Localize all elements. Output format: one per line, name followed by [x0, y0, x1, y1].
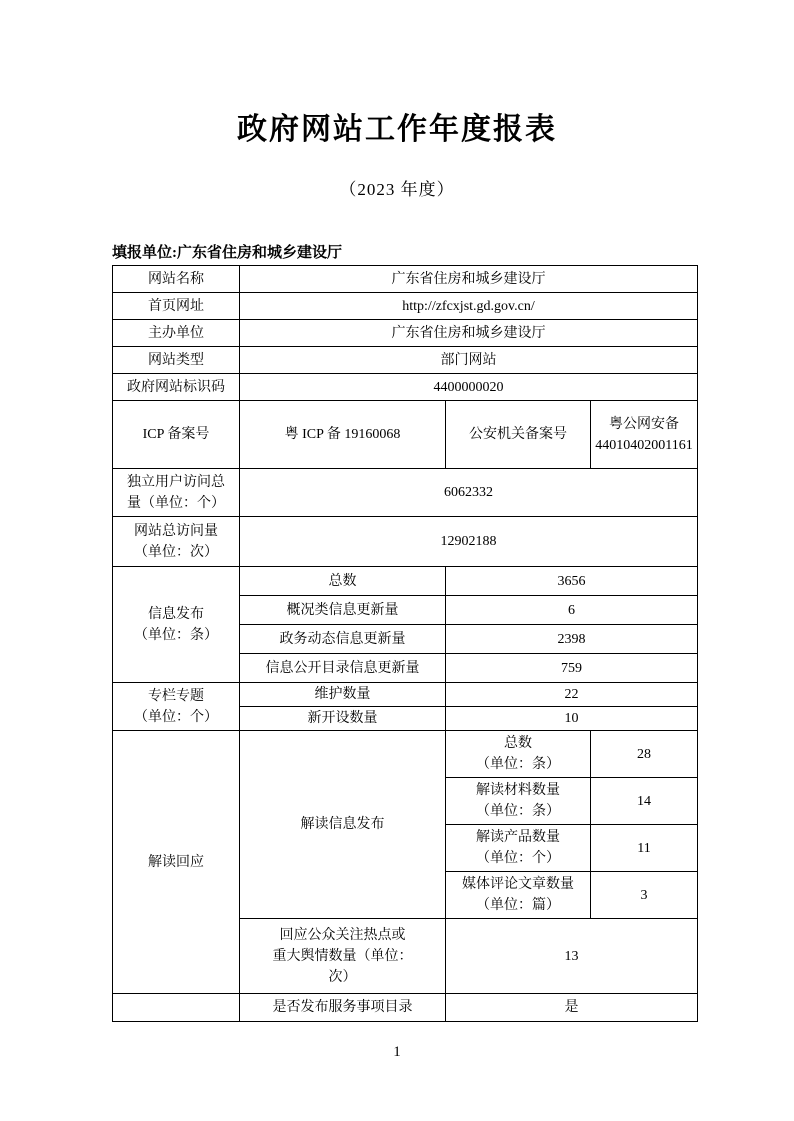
open-catalog-update-label: 信息公开目录信息更新量: [240, 654, 446, 683]
table-row: [113, 266, 698, 293]
new-count-value: 10: [446, 707, 698, 731]
maintained-count-value: 22: [446, 683, 698, 707]
interpretation-release-label: 解读信息发布: [240, 731, 446, 919]
hotspot-response-label: 回应公众关注热点或 重大舆情数量（单位： 次）: [240, 919, 446, 994]
organizer-label: 主办单位: [113, 320, 240, 347]
special-columns-group-label: 专栏专题 （单位：个）: [113, 683, 240, 731]
gov-news-update-value: 2398: [446, 625, 698, 654]
interpretation-materials-label: 解读材料数量 （单位：条）: [446, 778, 591, 825]
page-number: 1: [393, 1044, 401, 1060]
media-commentary-value: 3: [591, 872, 698, 919]
table-row: [113, 374, 698, 401]
table-row: [113, 731, 698, 778]
icp-value: 粤 ICP 备 19160068: [240, 401, 446, 469]
organizer-value: 广东省住房和城乡建设厅: [240, 320, 698, 347]
table-row: [113, 401, 698, 469]
service-catalog-value: 是: [446, 994, 698, 1022]
site-code-value: 4400000020: [240, 374, 698, 401]
interpretation-total-label: 总数 （单位：条）: [446, 731, 591, 778]
service-catalog-label: 是否发布服务事项目录: [240, 994, 446, 1022]
info-release-total-value: 3656: [446, 567, 698, 596]
info-release-group-label: 信息发布 （单位：条）: [113, 567, 240, 683]
site-code-label: 政府网站标识码: [113, 374, 240, 401]
empty-cell: [113, 994, 240, 1022]
annual-report-table: [112, 265, 698, 1022]
site-type-label: 网站类型: [113, 347, 240, 374]
page-title: 政府网站工作年度报表: [237, 113, 557, 146]
site-name-value: 广东省住房和城乡建设厅: [240, 266, 698, 293]
new-count-label: 新开设数量: [240, 707, 446, 731]
table-row: [113, 567, 698, 596]
report-period: （2023 年度）: [339, 180, 455, 199]
media-commentary-label: 媒体评论文章数量 （单位：篇）: [446, 872, 591, 919]
police-record-label: 公安机关备案号: [446, 401, 591, 469]
interpretation-group-label: 解读回应: [113, 731, 240, 994]
reporting-unit: 填报单位:广东省住房和城乡建设厅: [112, 245, 342, 261]
table-row: [113, 347, 698, 374]
table-row: [113, 469, 698, 517]
total-visits-value: 12902188: [240, 517, 698, 567]
table-row: [113, 293, 698, 320]
police-record-value: [591, 401, 698, 469]
unique-visitors-value: 6062332: [240, 469, 698, 517]
interpretation-products-label: 解读产品数量 （单位：个）: [446, 825, 591, 872]
site-type-value: 部门网站: [240, 347, 698, 374]
police-record-number: 44010402001161: [595, 437, 693, 453]
interpretation-products-value: 11: [591, 825, 698, 872]
table-row: [113, 683, 698, 707]
info-release-total-label: 总数: [240, 567, 446, 596]
gov-news-update-label: 政务动态信息更新量: [240, 625, 446, 654]
police-record-prefix: 粤公网安备: [609, 416, 679, 432]
total-visits-label: 网站总访问量 （单位：次）: [113, 517, 240, 567]
homepage-url-label: 首页网址: [113, 293, 240, 320]
table-row: [113, 320, 698, 347]
maintained-count-label: 维护数量: [240, 683, 446, 707]
overview-update-value: 6: [446, 596, 698, 625]
table-row: [113, 994, 698, 1022]
site-name-label: 网站名称: [113, 266, 240, 293]
overview-update-label: 概况类信息更新量: [240, 596, 446, 625]
unique-visitors-label: 独立用户访问总 量（单位：个）: [113, 469, 240, 517]
table-row: [113, 517, 698, 567]
icp-label: ICP 备案号: [113, 401, 240, 469]
homepage-url-value: http://zfcxjst.gd.gov.cn/: [240, 293, 698, 320]
interpretation-total-value: 28: [591, 731, 698, 778]
hotspot-response-value: 13: [446, 919, 698, 994]
open-catalog-update-value: 759: [446, 654, 698, 683]
interpretation-materials-value: 14: [591, 778, 698, 825]
